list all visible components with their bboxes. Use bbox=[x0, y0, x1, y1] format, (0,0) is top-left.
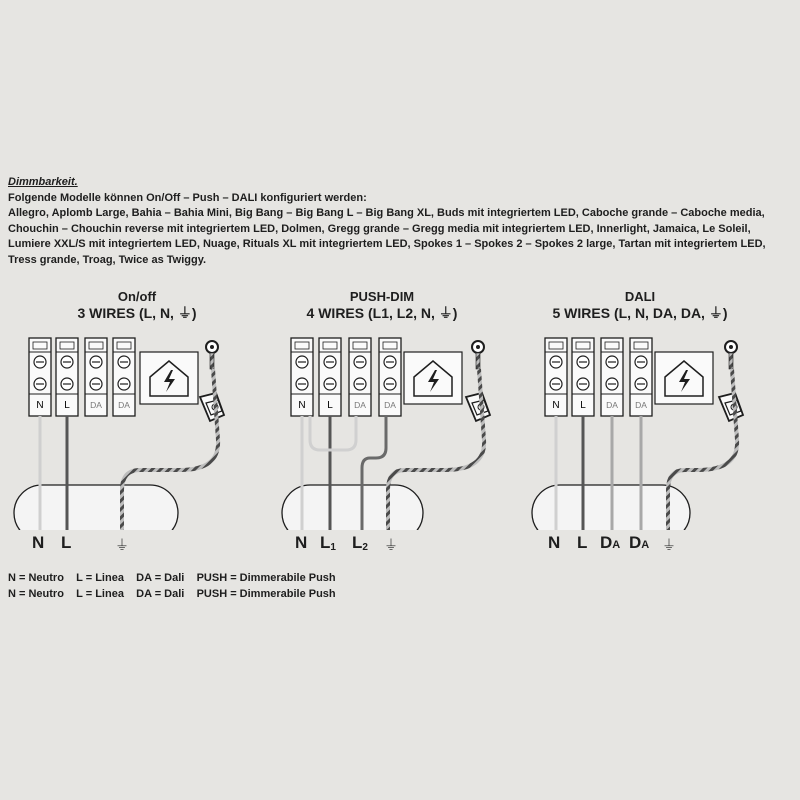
wire-label-n: N bbox=[32, 533, 45, 552]
legend-line: N = Neutro L = Linea DA = Dali PUSH = Dimmerabile Push bbox=[8, 572, 336, 584]
wire-label-d: D bbox=[600, 533, 613, 552]
diagram-wires: 4 WIRES (L1, L2, N, ⏚) bbox=[306, 305, 458, 321]
terminal-label-l: L bbox=[64, 400, 70, 411]
diagram-wires: 5 WIRES (L, N, DA, DA, ⏚) bbox=[552, 305, 728, 321]
house-icon bbox=[404, 352, 462, 404]
ground-icon: ⏚ bbox=[662, 537, 676, 553]
section-heading: Dimmbarkeit. bbox=[8, 176, 78, 188]
wire-label-n: N bbox=[295, 533, 308, 552]
wire-label-l: L bbox=[577, 533, 588, 552]
house-icon bbox=[140, 352, 198, 404]
wire-label-a: A bbox=[612, 539, 621, 551]
wire-label-l2 bbox=[352, 533, 368, 553]
wire-label-da1 bbox=[600, 533, 620, 553]
model-list: Allegro, Aplomb Large, Bahia – Bahia Mini, Big Bang – Big Bang L – Big Bang XL, Buds mit integriertem LED, Caboche grande – Caboche media, Chouchin – Chouchin reverse mit integriertem LED, Dolmen, Gregg grande – Gregg media mit integriertem LED, Innerlight, Jamaica, Le Soleil, Lumiere XXL/S mit integriertem LED, Nuage, Rituals XL mit integriertem LED, Spokes 1 – Spokes 2 – Spokes 2 large, Tartan mit integriertem LED, Tress grande, Troag, Twice as Twiggy. bbox=[8, 207, 766, 266]
wire-label-a: A bbox=[641, 539, 650, 551]
wire-bridge bbox=[310, 416, 356, 450]
wire-label-da2 bbox=[629, 533, 649, 553]
intro-lead: Folgende Modelle können On/Off – Push – DALI konfiguriert werden: bbox=[8, 191, 367, 204]
wire-label-l-letter: L bbox=[320, 533, 331, 552]
ground-icon: ⏚ bbox=[115, 537, 129, 553]
terminal-label-n: N bbox=[552, 400, 560, 411]
terminal-label-l: L bbox=[580, 400, 586, 411]
diagram-title-pushdim bbox=[262, 289, 502, 321]
diagram-wires: 3 WIRES (L, N, ⏚) bbox=[77, 305, 197, 321]
wiring-diagrams bbox=[0, 330, 800, 530]
wire-label-d: D bbox=[629, 533, 642, 552]
diagram-pushdim bbox=[282, 338, 490, 530]
wire-label-index: 2 bbox=[362, 542, 368, 553]
diagram-onoff bbox=[14, 338, 224, 530]
terminal-label-da: DA bbox=[90, 400, 102, 410]
wire-label-l: L bbox=[61, 533, 72, 552]
terminal-label-n: N bbox=[298, 400, 306, 411]
legend-line: N = Neutro L = Linea DA = Dali PUSH = Dimmerabile Push bbox=[8, 588, 336, 600]
diagram-title-dali bbox=[520, 289, 760, 321]
diagram-title-onoff bbox=[17, 289, 257, 321]
terminal-label-da: DA bbox=[384, 400, 396, 410]
wire-label-l1 bbox=[320, 533, 336, 553]
wire-label-l-letter: L bbox=[352, 533, 363, 552]
terminal-label-da: DA bbox=[635, 400, 647, 410]
terminal-label-da: DA bbox=[118, 400, 130, 410]
intro-text bbox=[8, 175, 793, 268]
wire-label-n: N bbox=[548, 533, 561, 552]
diagram-mode: DALI bbox=[624, 289, 656, 304]
ground-icon: ⏚ bbox=[384, 537, 398, 553]
wire-label-index: 1 bbox=[330, 542, 336, 553]
house-icon bbox=[655, 352, 713, 404]
terminal-label-da: DA bbox=[354, 400, 366, 410]
terminal-label-n: N bbox=[36, 400, 44, 411]
terminal-label-l: L bbox=[327, 400, 333, 411]
diagram-mode: On/off bbox=[117, 289, 157, 304]
diagram-dali bbox=[532, 338, 743, 530]
diagram-mode: PUSH-DIM bbox=[349, 289, 415, 304]
terminal-label-da: DA bbox=[606, 400, 618, 410]
